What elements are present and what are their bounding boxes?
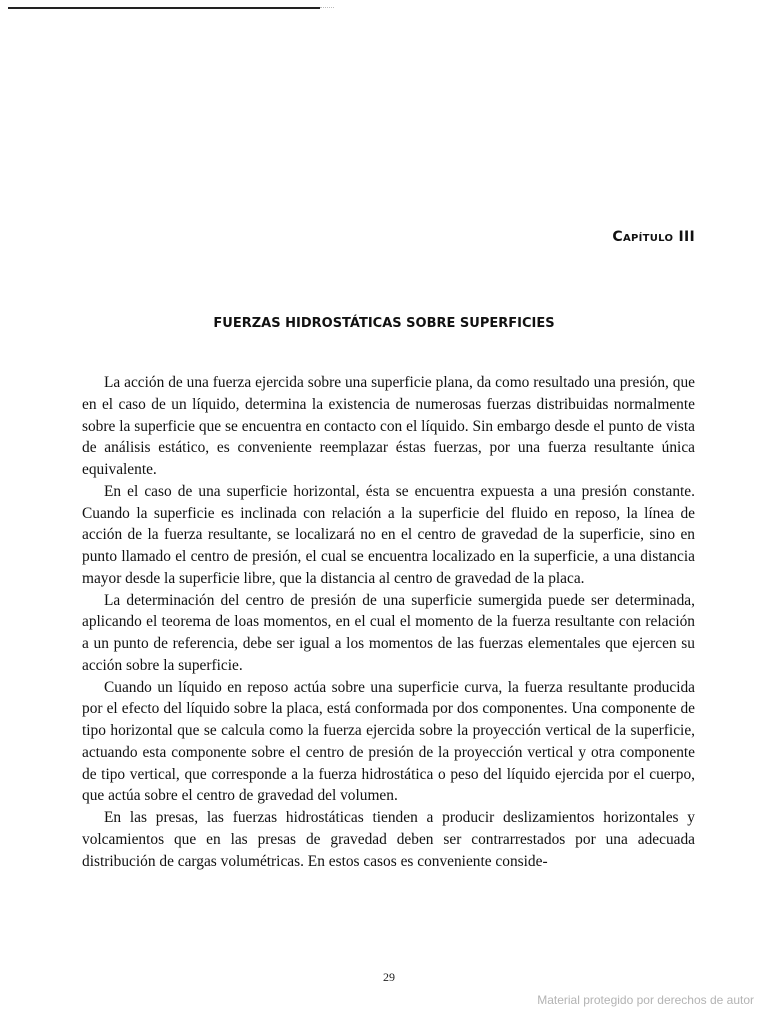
top-rule-divider	[8, 7, 320, 9]
body-text	[82, 372, 695, 872]
copyright-watermark: Material protegido por derechos de autor	[537, 993, 754, 1007]
chapter-label: Capítulo III	[612, 229, 695, 245]
paragraph: La determinación del centro de presión de una superficie sumergida puede ser determinada, aplicando el teorema de loas momentos, en el cual el momento de la fuerza resultante con relación a un punto de referencia, debe ser igual a los momentos de las fuerzas elementales que ejercen su acción sobre la superficie.	[82, 591, 695, 674]
page-number: 29	[383, 970, 395, 984]
paragraph: En el caso de una superficie horizontal, ésta se encuentra expuesta a una presión constante. Cuando la superficie es inclinada con relación a la superficie del fluido en reposo, la línea de acción de la fuerza resultante, se localizará no en el centro de gravedad de la superficie, sino en punto llamado el centro de presión, el cual se encuentra localizado en la superficie, a una distancia mayor desde la superficie libre, que la distancia al centro de gravedad de la placa.	[82, 482, 695, 587]
paragraph: En las presas, las fuerzas hidrostáticas tienden a producir deslizamientos horizontales y volcamientos que en las presas de gravedad deben ser contrarrestados por una adecuada distribución de cargas volumétricas. En estos casos es conveniente conside-	[82, 809, 695, 870]
chapter-title: FUERZAS HIDROSTÁTICAS SOBRE SUPERFICIES	[213, 316, 555, 331]
paragraph: La acción de una fuerza ejercida sobre una superficie plana, da como resultado una presión, que en el caso de un líquido, determina la existencia de numerosas fuerzas distribuidas normalmente sobre la superficie que se encuentra en contacto con el líquido. Sin embargo desde el punto de vista de análisis estático, es conveniente reemplazar éstas fuerzas, por una fuerza resultante única equivalente.	[82, 374, 695, 478]
paragraph: Cuando un líquido en reposo actúa sobre una superficie curva, la fuerza resultante producida por el efecto del líquido sobre la placa, está conformada por dos componentes. Una componente de tipo horizontal que se calcula como la fuerza ejercida sobre la proyección vertical de la superficie, actuando esta componente sobre el centro de presión de la proyección vertical y otra componente de tipo vertical, que corresponde a la fuerza hidrostática o peso del líquido ejercida por el cuerpo, que actúa sobre el centro de gravedad del volumen.	[82, 678, 695, 805]
top-rule-fade-divider	[320, 7, 334, 8]
